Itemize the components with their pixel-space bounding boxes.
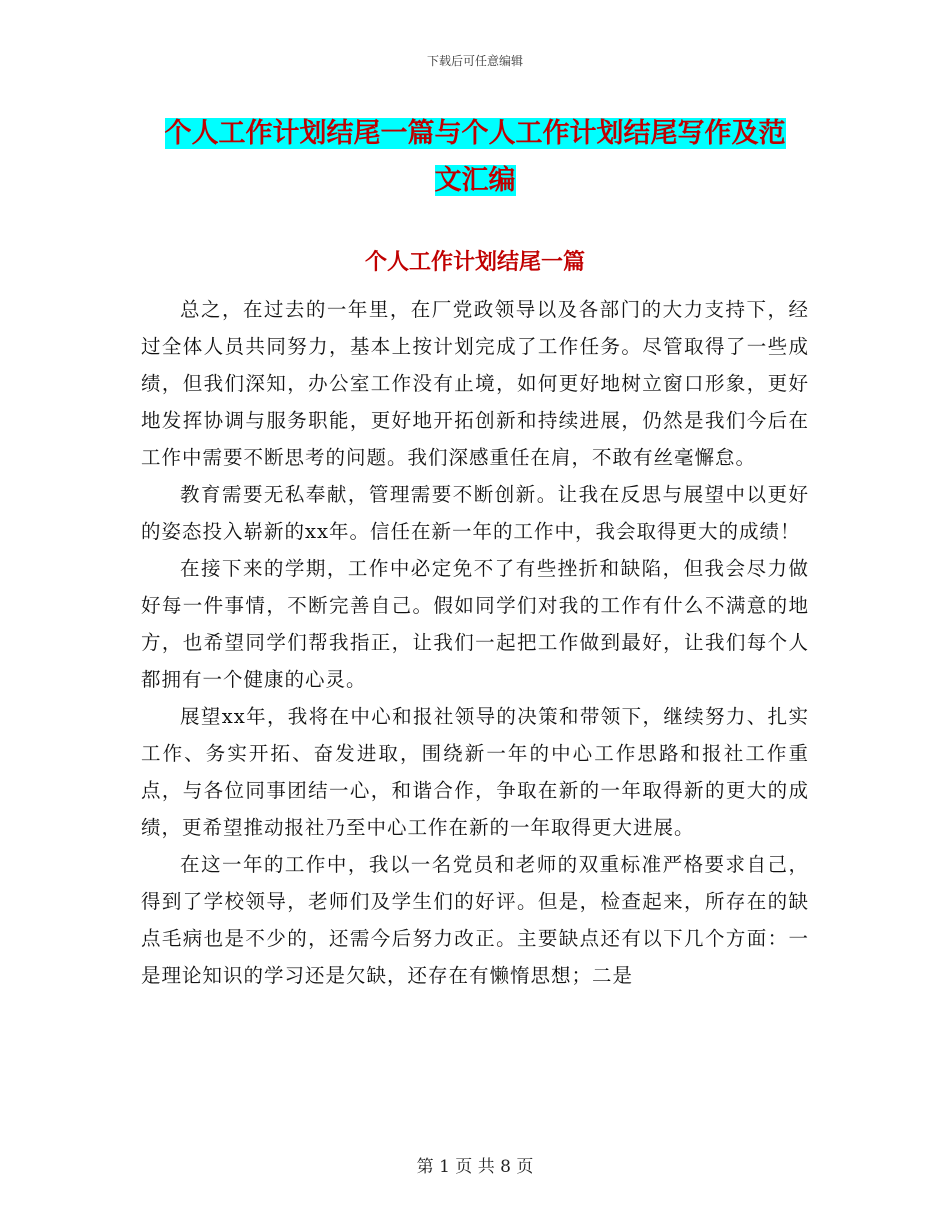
section-heading: 个人工作计划结尾一篇 (364, 249, 585, 275)
page-header-note: 下载后可任意编辑 (426, 54, 523, 68)
paragraph: 总之，在过去的一年里，在厂党政领导以及各部门的大力支持下，经过全体人员共同努力，基本上按计划完成了工作任务。尽管取得了一些成绩，但我们深知，办公室工作没有止境，如何更好地树立窗口形象，更好地发挥协调与服务职能，更好地开拓创新和持续进展，仍然是我们今后在工作中需要不断思考的问题。我们深感重任在肩，不敢有丝毫懈怠。 (141, 298, 809, 469)
page-number-footer: 第 1 页 共 8 页 (416, 1157, 534, 1177)
document-title-line-2: 文汇编 (434, 165, 516, 196)
paragraph: 在这一年的工作中，我以一名党员和老师的双重标准严格要求自己，得到了学校领导，老师们及学生们的好评。但是，检查起来，所存在的缺点毛病也是不少的，还需今后努力改正。主要缺点还有以下几个方面：一是理论知识的学习还是欠缺，还存在有懒惰思想；二是 (141, 853, 809, 987)
paragraph: 在接下来的学期，工作中必定免不了有些挫折和缺陷，但我会尽力做好每一件事情，不断完善自己。假如同学们对我的工作有什么不满意的地方，也希望同学们帮我指正，让我们一起把工作做到最好，让我们每个人都拥有一个健康的心灵。 (141, 557, 809, 691)
document-title (150, 110, 800, 204)
document-body (141, 291, 809, 994)
paragraph: 展望xx年，我将在中心和报社领导的决策和带领下，继续努力、扎实工作、务实开拓、奋发进取，围绕新一年的中心工作思路和报社工作重点，与各位同事团结一心，和谐合作，争取在新的一年取得新的更大的成绩，更希望推动报社乃至中心工作在新的一年取得更大进展。 (141, 705, 809, 839)
document-title-line-1: 个人工作计划结尾一篇与个人工作计划结尾写作及范 (164, 118, 786, 149)
paragraph: 教育需要无私奉献，管理需要不断创新。让我在反思与展望中以更好的姿态投入崭新的xx年。信任在新一年的工作中，我会取得更大的成绩！ (141, 483, 809, 543)
